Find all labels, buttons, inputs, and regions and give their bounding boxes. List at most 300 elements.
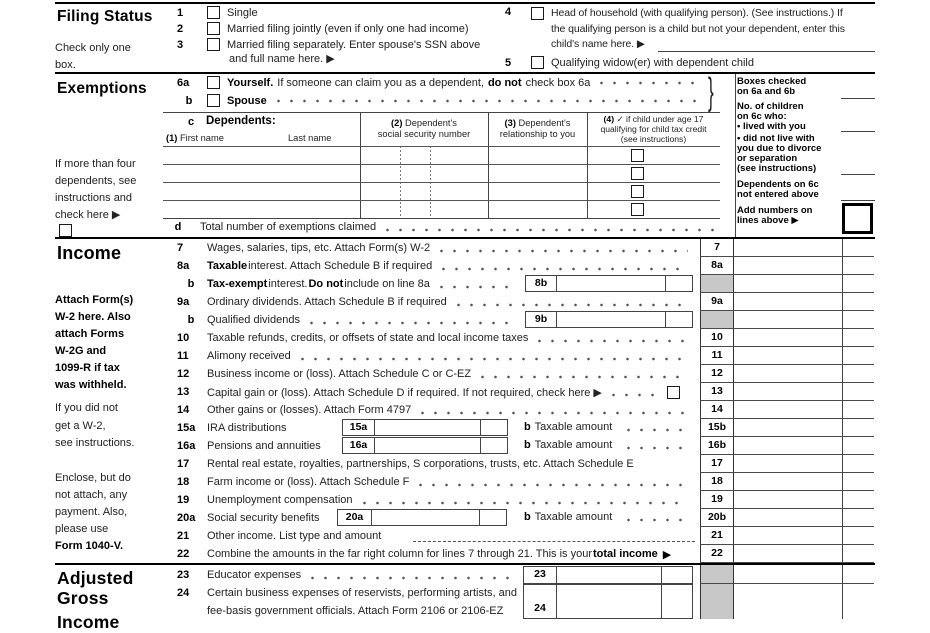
- line23-main-cents-cell[interactable]: [842, 565, 873, 583]
- line16b-amount-cell[interactable]: [734, 437, 842, 454]
- line2-number: 2: [177, 22, 184, 35]
- col4-tag: (4): [603, 114, 615, 124]
- line20a-label: Social security benefits: [207, 512, 320, 524]
- line16b-cents-cell[interactable]: [842, 437, 873, 454]
- exemptions-margin-note: [55, 156, 161, 237]
- note-line: box.: [55, 59, 76, 71]
- dep-child-tax-credit-checkbox-4[interactable]: [631, 203, 644, 216]
- col2-tag: (2): [391, 118, 403, 128]
- dep-child-tax-credit-checkbox-3[interactable]: [631, 185, 644, 198]
- box-9b: [525, 311, 693, 328]
- line15-row: [165, 419, 700, 437]
- line11-right-row: [700, 347, 874, 365]
- line18-right-row: [700, 473, 874, 491]
- note-line: Check only one: [55, 42, 131, 54]
- other-income-writein-line[interactable]: [413, 540, 695, 542]
- line20b-letter: b: [524, 511, 531, 523]
- section-exemptions-label: Exemptions: [57, 80, 147, 97]
- line21-number: 21: [177, 530, 190, 542]
- line6a-donot: do not: [487, 76, 522, 89]
- line8a-cents-cell[interactable]: [842, 257, 873, 274]
- line10-ref: 10: [700, 329, 734, 346]
- line6a-text: If someone can claim you as a dependent,: [277, 76, 484, 89]
- dep-name-cell-2[interactable]: [163, 165, 360, 183]
- line17-row: [165, 455, 700, 473]
- line20b-label-group: [523, 511, 612, 523]
- line12-number: 12: [177, 368, 190, 380]
- total-income-label: total income: [593, 548, 658, 560]
- dependents-6c-entry-line[interactable]: [841, 200, 875, 201]
- line14-amount-cell[interactable]: [734, 401, 842, 418]
- line17-right-row: [700, 455, 874, 473]
- line8a-number: 8a: [177, 260, 190, 272]
- dotted-leader: [481, 375, 688, 379]
- line11-label: Alimony received: [207, 350, 291, 362]
- box20a-cents-cell[interactable]: [479, 510, 506, 525]
- summary-line: Add numbers on: [737, 205, 813, 216]
- box20a-amount-cell[interactable]: [372, 510, 479, 525]
- line9a-cents-cell[interactable]: [842, 293, 873, 310]
- line19-number: 19: [177, 494, 190, 506]
- col2-line2: social security number: [377, 128, 471, 139]
- line10-amount-cell[interactable]: [734, 329, 842, 346]
- col1-first-header: [166, 133, 224, 143]
- line7-ref: 7: [700, 239, 734, 256]
- line9b-label: Qualified dividends: [207, 314, 300, 326]
- line10-right-row: [700, 329, 874, 347]
- line8b-donot: Do not: [308, 278, 344, 290]
- summary-col-divider: [735, 74, 736, 237]
- line21-right-row: [700, 527, 874, 545]
- line21-amount-cell[interactable]: [734, 527, 842, 544]
- dotted-leader: [440, 249, 688, 253]
- line17-cents-cell[interactable]: [842, 455, 873, 472]
- line8b-amount-cell[interactable]: [734, 275, 842, 292]
- line-6a-row: [177, 76, 708, 89]
- line7-label: Wages, salaries, tips, etc. Attach Form(s) W-2: [207, 242, 431, 254]
- dotted-leader: [277, 99, 696, 103]
- line16a-number: 16a: [177, 440, 196, 452]
- line19-amount-cell[interactable]: [734, 491, 842, 508]
- line21-row: [165, 527, 700, 545]
- note-line: dependents, see: [55, 175, 137, 187]
- line8a-bold: Taxable: [207, 260, 248, 272]
- col2-header: [360, 118, 488, 139]
- line13-right-row: [700, 383, 874, 401]
- line10-number: 10: [177, 332, 190, 344]
- dotted-leader: [600, 81, 696, 85]
- box9b-amount-cell[interactable]: [557, 312, 665, 327]
- line11-ref: 11: [700, 347, 734, 364]
- lived-with-you-entry-line[interactable]: [841, 131, 875, 132]
- line24-row: [165, 584, 700, 620]
- check-here-label: check here ▶: [55, 209, 121, 221]
- line15a-label: IRA distributions: [207, 422, 287, 434]
- dep-relationship-cell-2[interactable]: [488, 165, 587, 183]
- box8b-number: 8b: [526, 276, 557, 291]
- note-line: please use: [55, 523, 109, 535]
- box24-cents-cell[interactable]: [661, 585, 692, 618]
- note-line: payment. Also,: [55, 506, 128, 518]
- box-24: [523, 584, 693, 619]
- line6d-number: d: [174, 220, 182, 233]
- line24-main-cents-cell[interactable]: [842, 584, 873, 619]
- line11-cents-cell[interactable]: [842, 347, 873, 364]
- box9b-cents-cell[interactable]: [665, 312, 692, 327]
- line14-number: 14: [177, 404, 190, 416]
- line17-amount-cell[interactable]: [734, 455, 842, 472]
- note-line: If you did not: [55, 402, 118, 414]
- line13-cents-cell[interactable]: [842, 383, 873, 400]
- line23-label: Educator expenses: [207, 569, 302, 581]
- line16a-label: Pensions and annuities: [207, 440, 321, 452]
- line9a-label: Ordinary dividends. Attach Schedule B if required: [207, 296, 447, 308]
- box15a-cents-cell[interactable]: [480, 420, 507, 435]
- line12-cents-cell[interactable]: [842, 365, 873, 382]
- summary-line: on 6c who:: [737, 111, 787, 122]
- box24-amount-cell[interactable]: [557, 585, 661, 618]
- line24-label-1: Certain business expenses of reservists, performing artists, and: [207, 587, 517, 599]
- box8b-amount-cell[interactable]: [557, 276, 665, 291]
- note-line: get a W-2,: [55, 419, 106, 432]
- line12-label: Business income or (loss). Attach Schedule C or C-EZ: [207, 368, 472, 380]
- dep-child-tax-credit-checkbox-1[interactable]: [631, 149, 644, 162]
- box15a-amount-cell[interactable]: [375, 420, 480, 435]
- line6c-number: c: [188, 116, 195, 128]
- col3-line2: relationship to you: [499, 128, 576, 139]
- line15b-ref: 15b: [700, 419, 734, 436]
- line9a-amount-cell[interactable]: [734, 293, 842, 310]
- line1-number: 1: [177, 6, 184, 19]
- summary-line: you due to divorce: [737, 143, 822, 154]
- line8b-number: b: [187, 278, 195, 290]
- col4-line1: ✓ if child under age 17: [616, 114, 704, 124]
- summary-line: • did not live with: [737, 133, 815, 144]
- col3-line1: Dependent's: [518, 118, 571, 128]
- line9a-right-row: [700, 293, 874, 311]
- form-1040v-label: Form 1040-V.: [55, 540, 124, 552]
- dep-ssn-cell-3[interactable]: [360, 183, 488, 201]
- line8b-ref: [700, 275, 734, 292]
- line12-row: [165, 365, 700, 383]
- dotted-leader: [301, 357, 688, 361]
- boxes-checked-entry-line[interactable]: [841, 98, 875, 99]
- line12-amount-cell[interactable]: [734, 365, 842, 382]
- line8b-label2: include on line 8a: [344, 278, 430, 290]
- line7-amount-cell[interactable]: [734, 239, 842, 256]
- line4-label: Head of household (with qualifying person). (See instructions.) If: [551, 7, 843, 19]
- brace-6ab: }: [708, 71, 714, 113]
- col1-tag: (1): [166, 133, 178, 143]
- no-w2-note: [55, 400, 161, 453]
- note-line: see instructions.: [55, 437, 135, 449]
- head-of-household-checkbox[interactable]: [531, 7, 544, 20]
- line24-ref-cell: [700, 584, 734, 619]
- filing-line-5: [505, 56, 754, 69]
- line21-ref: 21: [700, 527, 734, 544]
- line18-ref: 18: [700, 473, 734, 490]
- dotted-leader: [363, 501, 688, 505]
- line8b-right-row: [700, 275, 874, 293]
- line21-label: Other income. List type and amount: [207, 530, 382, 542]
- col1-first-label: First name: [179, 133, 224, 143]
- line20b-label: Taxable amount: [534, 511, 613, 523]
- dep-name-cell-1[interactable]: [163, 147, 360, 165]
- child-name-writein-line[interactable]: [658, 51, 875, 52]
- line14-cents-cell[interactable]: [842, 401, 873, 418]
- filing-status-note: [55, 40, 161, 74]
- qualifying-widow-checkbox[interactable]: [531, 56, 544, 69]
- line9b-right-row: [700, 311, 874, 329]
- attach-w2-note: [55, 292, 161, 394]
- box23-number: 23: [524, 567, 557, 583]
- line20b-amount-cell[interactable]: [734, 509, 842, 526]
- line-6b-row: [177, 94, 708, 107]
- line9b-cents-cell[interactable]: [842, 311, 873, 328]
- line23-number: 23: [177, 569, 190, 581]
- line8b-cents-cell[interactable]: [842, 275, 873, 292]
- line23-right-row: [700, 565, 874, 584]
- box-15a: [342, 419, 508, 436]
- yourself-checkbox[interactable]: [207, 76, 220, 89]
- section-filing-status-label: Filing Status: [57, 8, 153, 25]
- married-separately-checkbox[interactable]: [207, 38, 220, 51]
- yourself-label: Yourself.: [227, 76, 274, 89]
- col2-line1: Dependent's: [405, 118, 457, 128]
- arrow-icon: ▶: [662, 548, 672, 561]
- line11-amount-cell[interactable]: [734, 347, 842, 364]
- note-line: not attach, any: [55, 489, 128, 501]
- line3-label: Married filing separately. Enter spouse's SSN above: [227, 38, 481, 51]
- exemptions-summary-column: [737, 74, 877, 237]
- schedule-d-not-required-checkbox[interactable]: [667, 386, 680, 399]
- dotted-leader: [440, 285, 516, 289]
- line16b-label-group: [523, 439, 612, 451]
- line17-label: Rental real estate, royalties, partnerships, S corporations, trusts, etc. Attach Schedule E: [207, 458, 634, 470]
- box9b-number: 9b: [526, 312, 557, 327]
- dep-child-tax-credit-checkbox-2[interactable]: [631, 167, 644, 180]
- more-than-four-dependents-checkbox[interactable]: [59, 224, 72, 237]
- note-line: instructions and: [55, 192, 133, 204]
- note-line: Attach Form(s): [55, 294, 134, 306]
- section-adjusted-label1: Adjusted: [57, 568, 134, 588]
- line13-number: 13: [177, 386, 190, 398]
- line22-number: 22: [177, 548, 190, 560]
- line22-right-row: [700, 545, 874, 563]
- spouse-label: Spouse: [227, 94, 267, 107]
- dotted-leader: [421, 411, 688, 415]
- line9b-row: [165, 311, 700, 329]
- filing-line-4: [505, 6, 875, 53]
- line13-label: Capital gain or (loss). Attach Schedule D if required. If not required, check here ▶: [207, 386, 602, 399]
- line24-number: 24: [177, 587, 190, 599]
- line13-ref: 13: [700, 383, 734, 400]
- line24-main-amount-cell[interactable]: [734, 584, 842, 619]
- dotted-leader: [627, 446, 689, 450]
- summary-line: Dependents on 6c: [737, 179, 819, 190]
- note-line: W-2G and: [55, 345, 107, 357]
- line17-number: 17: [177, 458, 190, 470]
- dotted-leader: [627, 518, 689, 522]
- married-jointly-checkbox[interactable]: [207, 22, 220, 35]
- dependents-table: [163, 112, 720, 219]
- box16a-cents-cell[interactable]: [480, 438, 507, 453]
- adjusted-right-grid: [700, 565, 874, 619]
- section-adjusted-label2: Gross: [57, 588, 109, 608]
- line14-ref: 14: [700, 401, 734, 418]
- dependents-header: Dependents:: [206, 115, 276, 127]
- line15b-letter: b: [524, 421, 531, 433]
- line19-cents-cell[interactable]: [842, 491, 873, 508]
- line13-amount-cell[interactable]: [734, 383, 842, 400]
- did-not-live-label: [737, 134, 847, 174]
- dependents-6c-label: [737, 180, 847, 200]
- line19-label: Unemployment compensation: [207, 494, 353, 506]
- line10-cents-cell[interactable]: [842, 329, 873, 346]
- line19-ref: 19: [700, 491, 734, 508]
- box16a-amount-cell[interactable]: [375, 438, 480, 453]
- line6d-label: Total number of exemptions claimed: [200, 220, 377, 233]
- dep-relationship-cell-1[interactable]: [488, 147, 587, 165]
- filing-line-1: [177, 6, 258, 19]
- line22-ref: 22: [700, 545, 734, 562]
- summary-line: (see instructions): [737, 163, 817, 174]
- dotted-leader: [457, 303, 688, 307]
- summary-line: No. of children: [737, 101, 804, 112]
- line18-label: Farm income or (loss). Attach Schedule F: [207, 476, 410, 488]
- col1-last-header: Last name: [288, 133, 332, 143]
- line11-row: [165, 347, 700, 365]
- section-income-label: Income: [57, 243, 122, 263]
- line10-label: Taxable refunds, credits, or offsets of state and local income taxes: [207, 332, 529, 344]
- line15b-cents-cell[interactable]: [842, 419, 873, 436]
- filing-line-3: [177, 38, 480, 51]
- enclose-payment-note: [55, 470, 161, 555]
- box15a-number: 15a: [343, 420, 375, 435]
- line10-row: [165, 329, 700, 347]
- note-line: was withheld.: [55, 379, 127, 391]
- line16-row: [165, 437, 700, 455]
- line20b-right-row: [700, 509, 874, 527]
- line9a-number: 9a: [177, 296, 190, 308]
- line3-number: 3: [177, 38, 184, 51]
- line8b-label: interest.: [268, 278, 308, 290]
- dep-relationship-cell-3[interactable]: [488, 183, 587, 201]
- line16b-label: Taxable amount: [534, 439, 613, 451]
- line19-row: [165, 491, 700, 509]
- line4-label: child's name here. ▶: [551, 38, 645, 50]
- line11-number: 11: [177, 350, 189, 362]
- did-not-live-entry-line[interactable]: [841, 174, 875, 175]
- box23-cents-cell[interactable]: [661, 567, 692, 583]
- dotted-leader: [310, 321, 516, 325]
- line8b-bold: Tax-exempt: [207, 278, 268, 290]
- box-20a: [337, 509, 507, 526]
- line6a-text2: check box 6a: [525, 76, 591, 89]
- line7-row: [165, 239, 700, 257]
- box16a-number: 16a: [343, 438, 375, 453]
- single-checkbox[interactable]: [207, 6, 220, 19]
- line8b-row: [165, 275, 700, 293]
- line16b-right-row: [700, 437, 874, 455]
- line20b-ref: 20b: [700, 509, 734, 526]
- add-numbers-label: [737, 206, 837, 226]
- line16b-letter: b: [524, 439, 531, 451]
- dependent-row-1: [163, 146, 720, 165]
- line7-number: 7: [177, 242, 184, 254]
- line6a-number: 6a: [177, 76, 190, 89]
- line18-number: 18: [177, 476, 190, 488]
- box8b-cents-cell[interactable]: [665, 276, 692, 291]
- line5-number: 5: [505, 56, 512, 69]
- line23-main-amount-cell[interactable]: [734, 565, 842, 583]
- line20b-cents-cell[interactable]: [842, 509, 873, 526]
- line20-row: [165, 509, 700, 527]
- line21-cents-cell[interactable]: [842, 527, 873, 544]
- dep-name-cell-3[interactable]: [163, 183, 360, 201]
- box-8b: [525, 275, 693, 292]
- line6b-number: b: [185, 94, 193, 107]
- line4-label: the qualifying person is a child but not your dependent, enter this: [551, 22, 845, 35]
- line23-row: [165, 566, 700, 584]
- line14-row: [165, 401, 700, 419]
- note-line: W-2 here. Also: [55, 311, 131, 323]
- note-line: attach Forms: [55, 328, 125, 340]
- line9b-number: b: [187, 314, 195, 326]
- line18-amount-cell[interactable]: [734, 473, 842, 490]
- dep-ssn-cell-1[interactable]: [360, 147, 488, 165]
- line8a-ref: 8a: [700, 257, 734, 274]
- line9b-amount-cell[interactable]: [734, 311, 842, 328]
- line15b-amount-cell[interactable]: [734, 419, 842, 436]
- dotted-leader: [311, 576, 516, 580]
- total-exemptions-box[interactable]: [842, 203, 873, 234]
- line8a-row: [165, 257, 700, 275]
- line24-right-row: [700, 584, 874, 619]
- line22-row: [165, 545, 700, 563]
- line22-cents-cell[interactable]: [842, 545, 873, 562]
- spouse-checkbox[interactable]: [207, 94, 220, 107]
- line15a-number: 15a: [177, 422, 196, 434]
- col4-header: [587, 115, 720, 144]
- dotted-leader: [442, 267, 688, 271]
- line9a-row: [165, 293, 700, 311]
- line5-label: Qualifying widow(er) with dependent child: [551, 56, 754, 69]
- filing-line-2: [177, 22, 469, 35]
- box24-number: 24: [524, 585, 557, 618]
- dotted-leader: [419, 483, 688, 487]
- summary-line: not entered above: [737, 189, 819, 200]
- line7-cents-cell[interactable]: [842, 239, 873, 256]
- section-adjusted-label3: Income: [57, 612, 120, 632]
- line23-ref-cell: [700, 565, 734, 583]
- summary-line: Boxes checked: [737, 76, 807, 87]
- top-rule: [55, 2, 875, 4]
- summary-line: lines above ▶: [737, 215, 799, 226]
- summary-line: on 6a and 6b: [737, 86, 796, 97]
- box23-amount-cell[interactable]: [557, 567, 661, 583]
- dep-ssn-cell-2[interactable]: [360, 165, 488, 183]
- line22-amount-cell[interactable]: [734, 545, 842, 562]
- box-23: [523, 566, 693, 584]
- note-line: If more than four: [55, 158, 136, 170]
- line12-ref: 12: [700, 365, 734, 382]
- line-6d-row: [163, 217, 735, 236]
- line8a-amount-cell[interactable]: [734, 257, 842, 274]
- line18-cents-cell[interactable]: [842, 473, 873, 490]
- line4-label-block: [551, 6, 875, 53]
- box-16a: [342, 437, 508, 454]
